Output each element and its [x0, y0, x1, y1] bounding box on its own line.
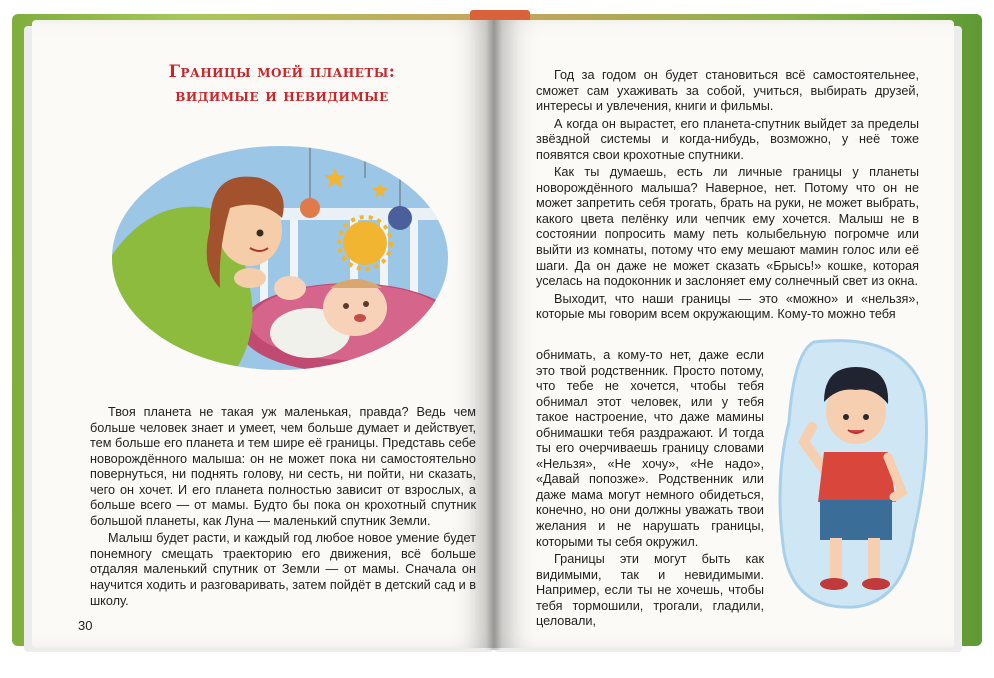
paragraph: Год за годом он будет становиться всё самостоятельнее, сможет сам ухаживать за собой, учиться, выбирать друзей, интересы и увлечения, книги и фильмы. — [536, 68, 919, 114]
right-wrapped-text — [536, 348, 764, 630]
mother-and-baby-illustration — [110, 138, 450, 378]
left-page — [32, 20, 494, 648]
book-gutter — [486, 20, 502, 650]
title-line-1: Границы моей планеты: — [168, 62, 396, 81]
right-body-text — [536, 68, 919, 323]
paragraph: Границы эти могут быть как видимыми, так и невидимыми. Например, если ты не хочешь, чтобы тебя тормошили, трогали, гладили, целовали, — [536, 552, 764, 629]
paragraph: Малыш будет расти, и каждый год любое новое умение будет понемногу смещать траекторию его движения, всё больше отдаляя маленький спутник от Земли — от мамы. Сначала он научится ходить и разговаривать, затем пойдёт в детский сад и в школу. — [90, 531, 476, 608]
paragraph: Как ты думаешь, есть ли личные границы у планеты новорождённого малыша? Наверное, нет. Потому что он не может запретить себя трогать, брать на руки, не может выбрать, какого цвета пелёнку или чепчик ему хочется. Малыш не в состоянии попросить маму петь колыбельную погромче или выйти из комнаты, потому что ему мешают мамин голос или её шаги. Да он даже не может сказать «Брысь!» кошке, которая уселась на подоконник и заслоняет ему солнечный свет из окна. — [536, 165, 919, 289]
paragraph: А когда он вырастет, его планета-спутник выйдет за пределы звёздной системы и когда-нибудь, возможно, у неё тоже появятся свои крохотные спутники. — [536, 116, 919, 162]
page-number: 30 — [78, 618, 93, 633]
right-page — [494, 20, 954, 648]
paragraph: Выходит, что наши границы — это «можно» и «нельзя», которые мы говорим всем окружающим. Кому-то можно тебя — [536, 291, 919, 322]
left-body-text — [90, 405, 476, 609]
chapter-title — [152, 60, 412, 108]
paragraph: обнимать, а кому-то нет, даже если это твой родственник. Просто потому, что тебе не хочется, чтобы тебя обнимал этот человек, или у тебя такое настроение, что даже мамины обнимашки тебя раздражают. И тогда ты его очерчиваешь границу словами «Нельзя», «Не хочу», «Не надо», «Давай попозже». Родственник или даже мама могут немного обидеться, конечно, но они должны уважать твои желания и не нарушать границы, которыми ты себя окружил. — [536, 348, 764, 549]
waving-boy-illustration — [774, 332, 932, 612]
paragraph: Твоя планета не такая уж маленькая, правда? Ведь чем больше человек знает и умеет, чем больше думает и действует, тем больше его планета и тем шире её границы. Представь себе новорождённого малыша: он не может пока ни самостоятельно повернуться, ни поднять голову, ни сесть, ни пойти, ни сказать, чего он хочет. И его планета полностью зависит от взрослых, а больше всего — от мамы. Будто бы пока он крохотный спутник большой планеты, как Луна — маленький спутник Земли. — [90, 405, 476, 528]
title-line-2: видимые и невидимые — [175, 86, 389, 105]
